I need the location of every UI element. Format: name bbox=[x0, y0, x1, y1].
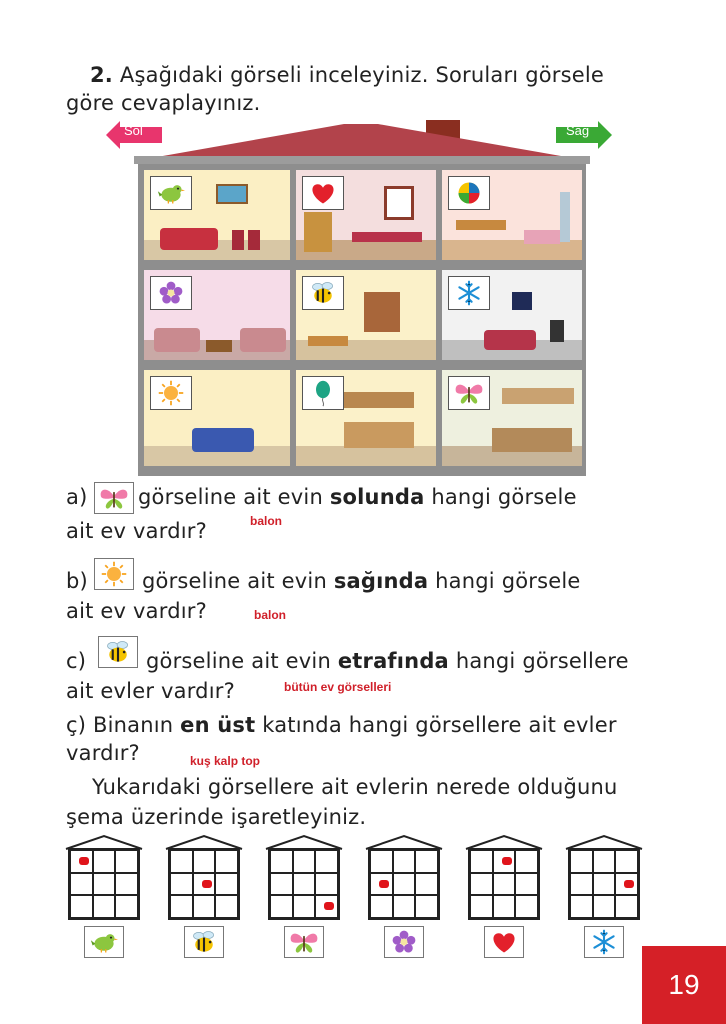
schema-cell[interactable] bbox=[293, 850, 316, 873]
question-c-label: c) bbox=[66, 649, 87, 673]
room-snowflake bbox=[442, 270, 582, 360]
room-butterfly bbox=[442, 370, 582, 466]
schema-cell[interactable] bbox=[493, 873, 516, 896]
schema-cell[interactable] bbox=[270, 850, 293, 873]
question-cc-text-start: Binanın bbox=[86, 713, 181, 737]
room-heart-picture bbox=[302, 176, 344, 210]
schema-cell[interactable] bbox=[493, 850, 516, 873]
schema-mark bbox=[202, 880, 212, 888]
schema-cell[interactable] bbox=[593, 873, 616, 896]
room-bird-picture bbox=[150, 176, 192, 210]
schema-cell[interactable] bbox=[93, 850, 116, 873]
schema-cell[interactable] bbox=[270, 895, 293, 918]
sun-icon bbox=[96, 560, 132, 588]
schema-house bbox=[64, 834, 142, 926]
schema-cell[interactable] bbox=[70, 895, 93, 918]
bird-icon bbox=[153, 179, 189, 207]
sun-icon bbox=[153, 379, 189, 407]
schema-grid bbox=[468, 848, 540, 920]
schema-grid bbox=[568, 848, 640, 920]
roof bbox=[128, 118, 596, 166]
room-balloon bbox=[296, 370, 436, 466]
schema-mark bbox=[79, 857, 89, 865]
schema-house bbox=[464, 834, 542, 926]
question-a-picture bbox=[94, 482, 134, 514]
room-heart bbox=[296, 170, 436, 260]
schema-cell[interactable] bbox=[170, 850, 193, 873]
left-arrow-label: Sol bbox=[124, 123, 143, 138]
question-b-label: b) bbox=[66, 569, 88, 593]
room-sun-picture bbox=[150, 376, 192, 410]
schema-cell[interactable] bbox=[615, 895, 638, 918]
schema-cell[interactable] bbox=[115, 895, 138, 918]
schema-cell[interactable] bbox=[393, 895, 416, 918]
question-c-line2: ait evler vardır? bbox=[66, 679, 235, 703]
schema-cell[interactable] bbox=[615, 850, 638, 873]
question-a-answer: balon bbox=[250, 514, 282, 528]
schema-cell[interactable] bbox=[393, 850, 416, 873]
question-cc-text-end: katında hangi görsellere ait evler bbox=[255, 713, 617, 737]
question-a-label: a) bbox=[66, 485, 88, 509]
schema-grid bbox=[168, 848, 240, 920]
question-b-line2: ait ev vardır? bbox=[66, 599, 207, 623]
instruction-line2: şema üzerinde işaretleyiniz. bbox=[66, 805, 367, 829]
schema-cell[interactable] bbox=[593, 895, 616, 918]
schema-cell[interactable] bbox=[293, 895, 316, 918]
heart-icon bbox=[486, 928, 522, 956]
flower-icon bbox=[386, 928, 422, 956]
question-b-text-end: hangi görsele bbox=[428, 569, 581, 593]
schema-grid bbox=[68, 848, 140, 920]
question-a-text bbox=[138, 482, 577, 512]
schema-grid bbox=[368, 848, 440, 920]
schema-cell[interactable] bbox=[93, 895, 116, 918]
schema-cell[interactable] bbox=[70, 850, 93, 873]
exercise-heading-line1 bbox=[90, 60, 604, 90]
schema-cell[interactable] bbox=[293, 873, 316, 896]
question-a-text-end: hangi görsele bbox=[424, 485, 577, 509]
room-snowflake-picture bbox=[448, 276, 490, 310]
instruction-line1: Yukarıdaki görsellere ait evlerin nerede olduğunu bbox=[92, 775, 618, 799]
room-bee bbox=[296, 270, 436, 360]
schema-cell[interactable] bbox=[393, 873, 416, 896]
schema-cell[interactable] bbox=[570, 850, 593, 873]
bee-icon bbox=[186, 928, 222, 956]
question-cc-answer: kuş kalp top bbox=[190, 754, 261, 768]
butterfly-icon bbox=[451, 379, 487, 407]
room-ball-picture bbox=[448, 176, 490, 210]
schema-house bbox=[264, 834, 342, 926]
schema-cell[interactable] bbox=[370, 873, 393, 896]
balloon-icon bbox=[305, 379, 341, 407]
schema-cell[interactable] bbox=[515, 873, 538, 896]
snowflake-icon bbox=[451, 279, 487, 307]
schema-row bbox=[64, 834, 664, 964]
schema-picture bbox=[284, 926, 324, 958]
schema-cell[interactable] bbox=[170, 873, 193, 896]
schema-mark bbox=[324, 902, 334, 910]
schema-cell[interactable] bbox=[515, 895, 538, 918]
question-b-picture bbox=[94, 558, 134, 590]
question-cc-line1 bbox=[66, 710, 617, 740]
question-a-line2: ait ev vardır? bbox=[66, 519, 207, 543]
schema-cell[interactable] bbox=[270, 873, 293, 896]
room-bee-picture bbox=[302, 276, 344, 310]
room-butterfly-picture bbox=[448, 376, 490, 410]
schema-cell[interactable] bbox=[315, 895, 338, 918]
question-c-keyword: etrafında bbox=[337, 649, 449, 673]
exercise-instruction: Aşağıdaki görseli inceleyiniz. Soruları görsele bbox=[113, 63, 605, 87]
house-illustration bbox=[128, 118, 596, 478]
exercise-heading-line2: göre cevaplayınız. bbox=[66, 91, 261, 115]
schema-cell[interactable] bbox=[93, 873, 116, 896]
schema-house bbox=[564, 834, 642, 926]
schema-cell[interactable] bbox=[515, 850, 538, 873]
right-arrow-label: Sağ bbox=[566, 123, 590, 138]
schema-cell[interactable] bbox=[470, 895, 493, 918]
question-cc-label: ç) bbox=[66, 713, 87, 737]
question-c-text-start: görseline ait evin bbox=[146, 649, 338, 673]
page-number: 19 bbox=[668, 969, 700, 1000]
schema-cell[interactable] bbox=[215, 850, 238, 873]
schema-cell[interactable] bbox=[493, 895, 516, 918]
question-b-text-start: görseline ait evin bbox=[142, 569, 334, 593]
room-flower-picture bbox=[150, 276, 192, 310]
schema-cell[interactable] bbox=[570, 895, 593, 918]
schema-cell[interactable] bbox=[370, 895, 393, 918]
question-b-text bbox=[142, 566, 581, 596]
schema-cell[interactable] bbox=[415, 873, 438, 896]
exercise-number: 2. bbox=[90, 63, 113, 87]
room-flower bbox=[144, 270, 290, 360]
page-number-box bbox=[642, 946, 726, 1024]
room-balloon-picture bbox=[302, 376, 344, 410]
schema-mark bbox=[502, 857, 512, 865]
schema-cell[interactable] bbox=[315, 850, 338, 873]
schema-cell[interactable] bbox=[470, 873, 493, 896]
schema-cell[interactable] bbox=[193, 873, 216, 896]
schema-picture bbox=[84, 926, 124, 958]
butterfly-icon bbox=[96, 484, 132, 512]
schema-cell[interactable] bbox=[593, 850, 616, 873]
question-c-text-end: hangi görsellere bbox=[448, 649, 629, 673]
schema-picture bbox=[584, 926, 624, 958]
bird-icon bbox=[86, 928, 122, 956]
bee-icon bbox=[100, 638, 136, 666]
schema-grid bbox=[268, 848, 340, 920]
schema-cell[interactable] bbox=[415, 850, 438, 873]
schema-cell[interactable] bbox=[415, 895, 438, 918]
schema-house bbox=[364, 834, 442, 926]
schema-cell[interactable] bbox=[70, 873, 93, 896]
schema-cell[interactable] bbox=[370, 850, 393, 873]
schema-picture bbox=[484, 926, 524, 958]
room-ball bbox=[442, 170, 582, 260]
schema-cell[interactable] bbox=[193, 850, 216, 873]
flower-icon bbox=[153, 279, 189, 307]
schema-picture bbox=[184, 926, 224, 958]
snowflake-icon bbox=[586, 928, 622, 956]
room-sun bbox=[144, 370, 290, 466]
schema-cell[interactable] bbox=[115, 873, 138, 896]
question-a-line1 bbox=[66, 482, 87, 512]
ball-icon bbox=[451, 179, 487, 207]
room-bird bbox=[144, 170, 290, 260]
schema-picture bbox=[384, 926, 424, 958]
schema-cell[interactable] bbox=[215, 873, 238, 896]
schema-cell[interactable] bbox=[570, 873, 593, 896]
schema-cell[interactable] bbox=[193, 895, 216, 918]
schema-house bbox=[164, 834, 242, 926]
question-c-answer: bütün ev görselleri bbox=[284, 680, 392, 694]
schema-cell[interactable] bbox=[115, 850, 138, 873]
question-a-keyword: solunda bbox=[329, 485, 425, 509]
question-b-answer: balon bbox=[254, 608, 286, 622]
schema-mark bbox=[379, 880, 389, 888]
schema-mark bbox=[624, 880, 634, 888]
question-b-keyword: sağında bbox=[333, 569, 429, 593]
question-a-text-start: görseline ait evin bbox=[138, 485, 330, 509]
schema-cell[interactable] bbox=[315, 873, 338, 896]
schema-cell[interactable] bbox=[615, 873, 638, 896]
bee-icon bbox=[305, 279, 341, 307]
schema-cell[interactable] bbox=[170, 895, 193, 918]
heart-icon bbox=[305, 179, 341, 207]
question-c-text bbox=[146, 646, 629, 676]
schema-cell[interactable] bbox=[215, 895, 238, 918]
butterfly-icon bbox=[286, 928, 322, 956]
schema-cell[interactable] bbox=[470, 850, 493, 873]
question-cc-keyword: en üst bbox=[180, 713, 256, 737]
question-c-picture bbox=[98, 636, 138, 668]
question-cc-line2: vardır? bbox=[66, 741, 140, 765]
